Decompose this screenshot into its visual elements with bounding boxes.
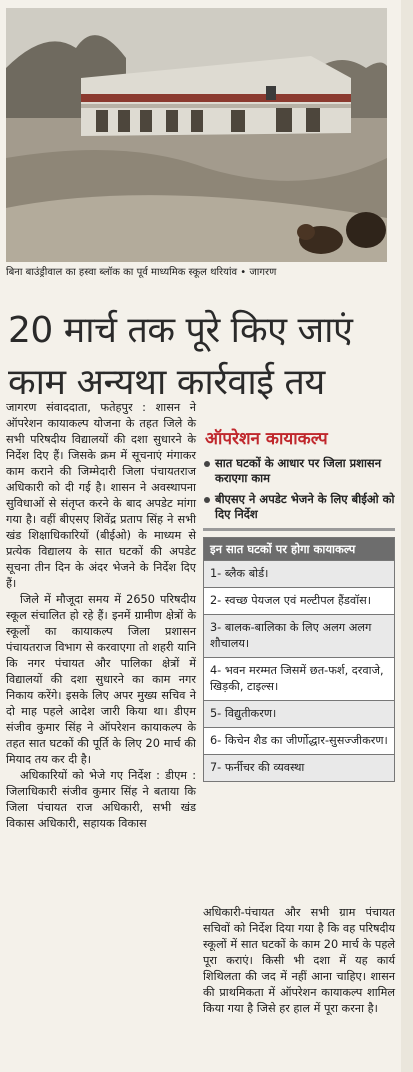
sidebar-bullets [203,456,395,522]
component-item-6: 6- किचेन शैड का जीर्णोद्धार-सुसज्जीकरण। [204,727,394,754]
component-item-4: 4- भवन मरम्मत जिसमें छत-फर्श, दरवाजे, खिड़की, टाइल्स। [204,657,394,700]
component-item-5: 5- विद्युतीकरण। [204,700,394,727]
photo-caption: बिना बाउंड्रीवाल का हस्वा ब्लॉक का पूर्व माध्यमिक स्कूल थरियांव • जागरण [6,267,277,278]
article-paragraph-3: अधिकारियों को भेजे गए निर्देश : डीएम : जिलाधिकारी संजीव कुमार सिंह ने बताया कि जिला पंचायत राज अधिकारी, सभी खंड विकास अधिकारी, सहायक विकास [6,769,196,830]
components-box [203,537,395,782]
sidebar-bullet-2: बीएसए ने अपडेट भेजने के लिए बीईओ को दिए निर्देश [203,492,395,522]
sidebar-title: ऑपरेशन कायाकल्प [205,429,328,449]
headline [8,305,408,409]
article-paragraph-2: जिले में मौजूदा समय में 2650 परिषदीय स्कूल संचालित हो रहे हैं। इनमें ग्रामीण क्षेत्रों के स्कूलों का कायाकल्प जिला प्रशासन पंचायतराज विभाग से करवाएगा तो शहरी यानि कि नगर पंचायत और पालिका क्षेत्रों में विद्यालयों की दशा सुधारने का काम नगर निकाय करेंगे। इसके लिए अपर मुख्य सचिव ने दो माह पहले आदेश जारी किया था। डीएम संजीव कुमार सिंह ने ऑपरेशन कायाकल्प के तहत सात घटकों की पूर्ति के लिए 20 मार्च की मियाद तय कर दी है। [6,593,196,766]
article-right-column [203,905,395,1017]
component-item-2: 2- स्वच्छ पेयजल एवं मल्टीपल हैंडवॉस। [204,587,394,614]
sidebar [203,428,395,782]
component-item-7: 7- फर्नीचर की व्यवस्था [204,754,394,781]
headline-line-1: 20 मार्च तक पूरे किए जाएं [8,310,353,351]
top-strip [0,0,413,8]
article-paragraph-4: अधिकारी-पंचायत और सभी ग्राम पंचायत सचिवों को निर्देश दिया गया है कि वह परिषदीय स्कूलों में सात घटकों के काम 20 मार्च के पहले पूरा कराएं। किसी भी दशा में यह कार्य शिथिलता की जद में नहीं आना चाहिए। शासन की प्राथमिकता में ऑपरेशन कायाकल्प शामिल किया गया है जिसे हर हाल में पूरा करना है। [203,906,395,1015]
component-item-3: 3- बालक-बालिका के लिए अलग अलग शौचालय। [204,614,394,657]
components-box-heading: इन सात घटकों पर होगा कायाकल्प [204,538,394,560]
component-item-1: 1- ब्लैक बोर्ड। [204,560,394,587]
sidebar-divider [203,528,395,531]
sidebar-bullet-1: सात घटकों के आधार पर जिला प्रशासन कराएगा काम [203,456,395,486]
school-photo [6,8,387,262]
page-edge [401,0,413,1072]
article-paragraph-1: जागरण संवाददाता, फतेहपुर : शासन ने ऑपरेशन कायाकल्प योजना के तहत जिले के सभी परिषदीय विद्यालयों की दशा सुधारने के निर्देश दिए हैं। जिसके क्रम में सूचनाएं मंगाकर काम कराने की जिम्मेदारी जिला पंचायतराज अधिकारी को दी गई है। शासन ने अवस्थापना सुविधाओं से संतृप्त करने के बाद अपडेट मांगा गया है। वहीं बीएसए शिवेंद्र प्रताप सिंह ने सभी खंड शिक्षाधिकारियों (बीईओ) के माध्यम से प्रत्येक विद्यालय के सात घटकों की अपडेट सूचना तीन दिन के अंदर भेजने के निर्देश दिए हैं। [6,401,196,590]
headline-line-2: काम अन्यथा कार्रवाई तय [8,362,325,403]
article-left-column [6,400,196,832]
